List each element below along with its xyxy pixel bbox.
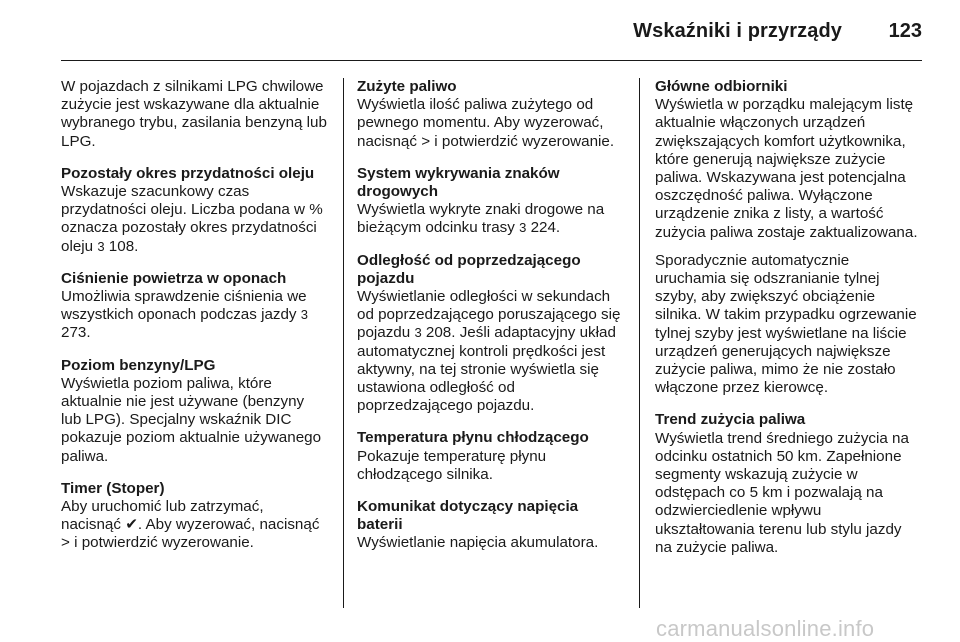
section-traffic-sign: System wykrywania znaków drogowych Wyświetla wykryte znaki drogowe na bieżącym odcinku trasy 3 224. (357, 165, 623, 238)
checkmark-icon: ✔ (125, 516, 138, 534)
section-following-distance: Odległość od poprzedzającego pojazdu Wyświetlanie odległości w sekundach od poprzedzającego poruszającego się pojazdu 3 208. Jeśli adaptacyjny układ automatycznej kontroli prędkości jest aktywny, na tej stronie wyświetla się ustawiona odległość od poprzedzającego pojazdu. (357, 252, 623, 416)
section-title: Poziom benzyny/LPG (61, 356, 216, 374)
page-ref-link[interactable]: 273. (61, 324, 91, 342)
page-ref-icon: 3 (519, 220, 527, 236)
section-tire-pressure: Ciśnienie powietrza w oponach Umożliwia sprawdzenie ciśnienia we wszystkich oponach podczas jazdy 3 273. (61, 270, 327, 343)
page-ref-link[interactable]: 108. (108, 237, 139, 255)
chevron-right-icon: > (421, 132, 431, 150)
column-divider-1 (343, 78, 344, 608)
section-coolant-temp: Temperatura płynu chłodzącego Pokazuje temperaturę płynu chłodzącego silnika. (357, 429, 623, 484)
page-ref-icon: 3 (97, 238, 105, 254)
section-title: Ciśnienie powietrza w oponach (61, 269, 287, 287)
watermark: carmanualsonline.info (656, 616, 875, 641)
section-timer: Timer (Stoper) Aby uruchomić lub zatrzymać, nacisnąć ✔. Aby wyzerować, nacisnąć > i potwierdzić wyzerowanie. (61, 480, 327, 553)
page-ref-link[interactable]: 224. (530, 219, 561, 237)
section-oil-life: Pozostały okres przydatności oleju Wskazuje szacunkowy czas przydatności oleju. Liczba podana w % oznacza pozostały okres przydatności oleju 3 108. (61, 165, 327, 256)
section-title: Odległość od poprzedzającego pojazdu (357, 251, 581, 287)
section-title: Timer (Stoper) (61, 479, 165, 497)
section-main-consumers: Główne odbiorniki Wyświetla w porządku malejącym listę aktualnie włączonych urządzeń zwiększających komfort użytkownika, które generują największe zużycie paliwa. Wskazywana jest potencjalna oszczędność paliwa. Wyłączone urządzenie znika z listy, a wartość zużycia paliwa zostaje zaktualizowana. Sporadycznie automatycznie uruchamia się odszranianie tylnej szyby, aby zwiększyć obciążenie silnika. W takim przypadku ogrzewanie tylnej szyby jest wyświetlane na liście urządzeń generujących największe zużycie paliwa, mimo że nie zostało włączone przez kierowcę. (655, 78, 921, 397)
section-fuel-used: Zużyte paliwo Wyświetla ilość paliwa zużytego od pewnego momentu. Aby wyzerować, nacisnąć > i potwierdzić wyzerowanie. (357, 78, 623, 151)
page-ref-icon: 3 (300, 307, 308, 323)
section-title: System wykrywania znaków drogowych (357, 164, 560, 201)
lpg-intro: W pojazdach z silnikami LPG chwilowe zużycie jest wskazywane dla aktualnie wybranego trybu, zasilania benzyną lub LPG. (61, 78, 327, 150)
section-title: Trend zużycia paliwa (655, 411, 806, 429)
chevron-right-icon: > (61, 534, 70, 552)
section-title: Pozostały okres przydatności oleju (61, 164, 315, 182)
section-fuel-level: Poziom benzyny/LPG Wyświetla poziom paliwa, które aktualnie nie jest używane (benzyny lub LPG). Specjalny wskaźnik DIC pokazuje poziom aktualnie używanego paliwa. (61, 357, 327, 466)
page-number: 123 (888, 20, 922, 42)
column-divider-2 (639, 78, 640, 608)
column-3 (655, 78, 921, 571)
page-title: Wskaźniki i przyrządy (633, 20, 842, 42)
column-2 (357, 78, 623, 567)
section-title: Komunikat dotyczący napięcia baterii (357, 498, 579, 534)
section-fuel-trend: Trend zużycia paliwa Wyświetla trend średniego zużycia na odcinku ostatnich 50 km. Zapełnione segmenty wskazują zużycie w odstępach co 5 km i pozwalają na odzwierciedlenie wpływu ukształtowania terenu lub stylu jazdy na zużycie paliwa. (655, 411, 921, 557)
section-title: Zużyte paliwo (357, 78, 457, 95)
column-1 (61, 78, 327, 567)
page-ref-link[interactable]: 208. (425, 324, 456, 342)
page-ref-icon: 3 (414, 325, 422, 341)
page-header (0, 0, 960, 60)
section-title: Temperatura płynu chłodzącego (357, 429, 589, 447)
section-battery-voltage: Komunikat dotyczący napięcia baterii Wyświetlanie napięcia akumulatora. (357, 498, 623, 553)
section-title: Główne odbiorniki (655, 78, 788, 95)
header-divider (61, 60, 922, 61)
